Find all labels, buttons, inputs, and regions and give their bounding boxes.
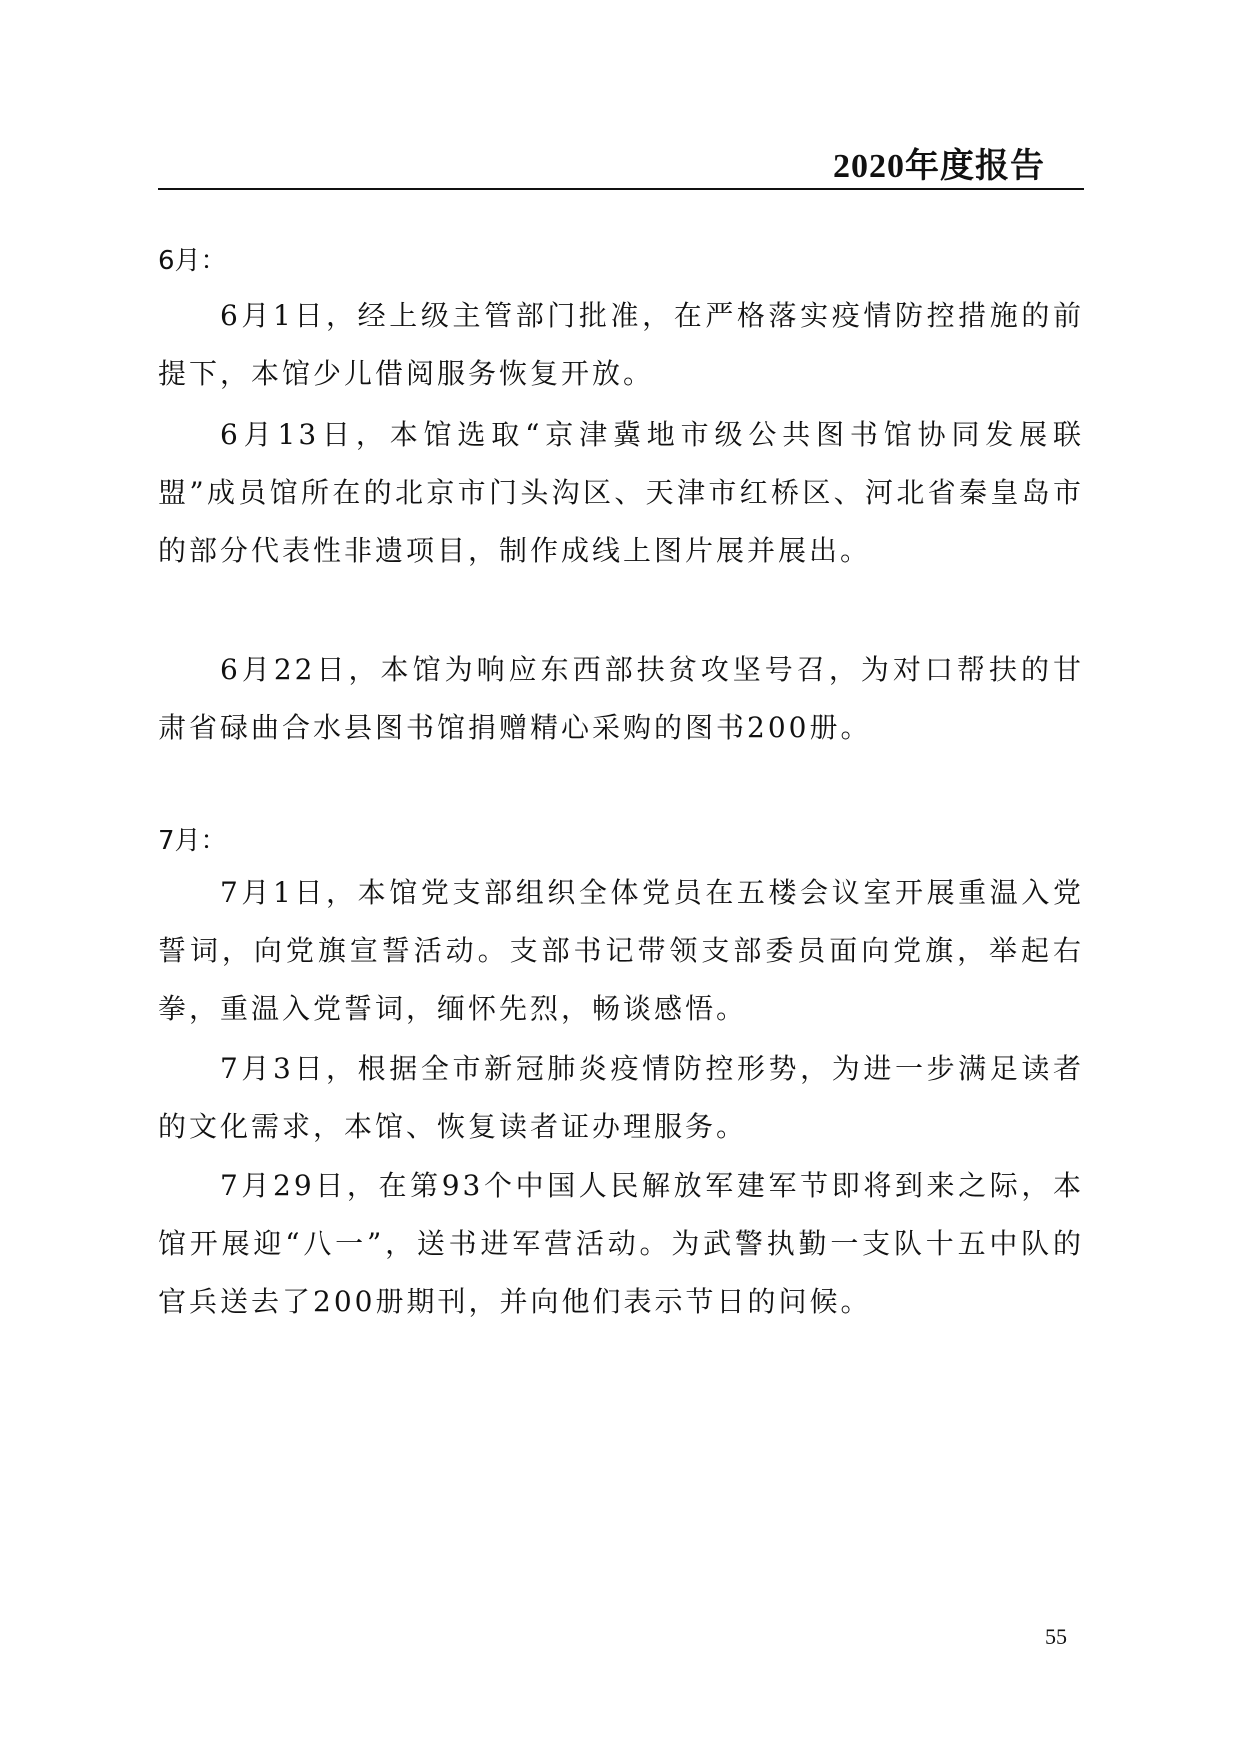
section-heading-june: 6月： — [158, 246, 227, 276]
paragraph-july-1: 7月1日，本馆党支部组织全体党员在五楼会议室开展重温入党誓词，向党旗宣誓活动。支部书记带领支部委员面向党旗，举起右拳，重温入党誓词，缅怀先烈，畅谈感悟。 — [158, 876, 1084, 1025]
paragraph-july-3: 7月3日，根据全市新冠肺炎疫情防控形势，为进一步满足读者的文化需求，本馆、恢复读者证办理服务。 — [158, 1052, 1084, 1143]
page-number: 55 — [1045, 1624, 1067, 1649]
paragraph-july-29: 7月29日，在第93个中国人民解放军建军节即将到来之际，本馆开展迎“八一”，送书进军营活动。为武警执勤一支队十五中队的官兵送去了200册期刊，并向他们表示节日的问候。 — [158, 1169, 1084, 1318]
header-divider — [158, 188, 1084, 190]
section-heading-july: 7月： — [158, 826, 227, 856]
report-title: 2020年度报告 — [833, 148, 1045, 185]
paragraph-june-13: 6月13日，本馆选取“京津冀地市级公共图书馆协同发展联盟”成员馆所在的北京市门头沟区、天津市红桥区、河北省秦皇岛市的部分代表性非遗项目，制作成线上图片展并展出。 — [158, 418, 1084, 567]
paragraph-june-22: 6月22日，本馆为响应东西部扶贫攻坚号召，为对口帮扶的甘肃省碌曲合水县图书馆捐赠精心采购的图书200册。 — [158, 653, 1084, 744]
paragraph-june-1: 6月1日，经上级主管部门批准，在严格落实疫情防控措施的前提下，本馆少儿借阅服务恢复开放。 — [158, 299, 1084, 390]
